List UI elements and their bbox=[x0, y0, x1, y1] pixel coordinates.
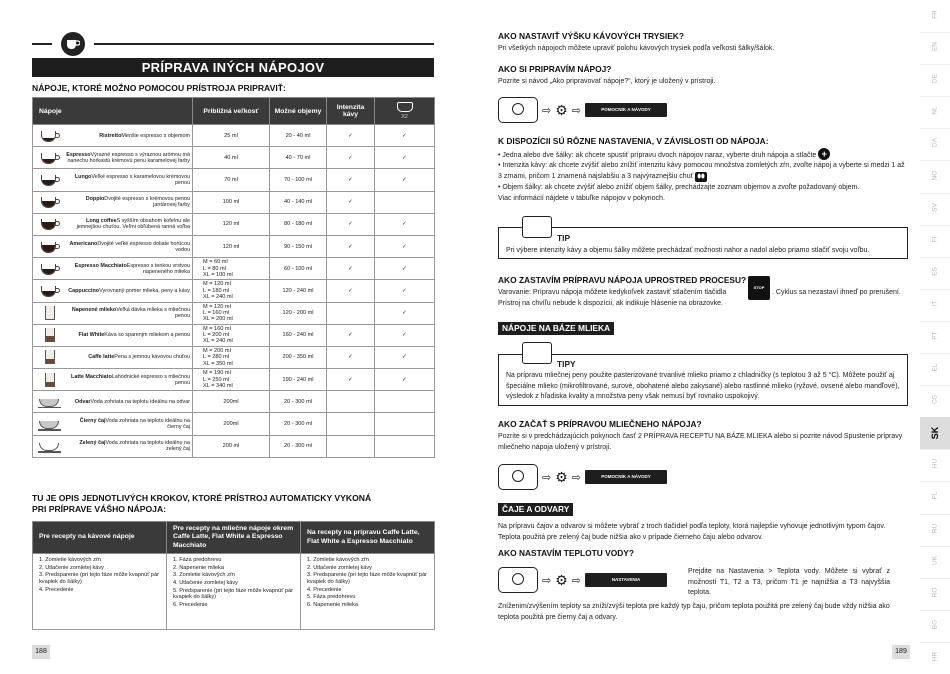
bullet-volume: • Objem šálky: ak chcete zvýšiť alebo znížiť objem šálky, prechádzajte zoznam objemov a zvoľte požadovaný objem. bbox=[498, 184, 860, 191]
drink-x2: ✓ bbox=[375, 280, 435, 302]
drink-volume: 200 - 350 ml bbox=[270, 346, 327, 368]
stop-warning-a: Varovanie: Prípravu nápoja môžete kedykoľvek zastaviť stlačením tlačidla bbox=[498, 289, 727, 296]
language-tab-hu[interactable]: HU bbox=[931, 459, 939, 469]
language-tab-nl[interactable]: NL bbox=[931, 106, 939, 115]
stop-warning-b: . Cyklus sa nezastaví ihneď po prerušení. bbox=[772, 289, 901, 296]
coffee-cup-icon bbox=[38, 240, 62, 254]
arrow-icon: ⇨ bbox=[542, 104, 552, 117]
drink-desc: Vyrovnaný pomer mlieka, peny a kávy bbox=[99, 287, 190, 294]
drink-intensity: ✓ bbox=[327, 324, 375, 346]
steps-header-coffee: Pre recepty na kávové nápoje bbox=[33, 522, 167, 554]
heading-milk-start: AKO ZAČAŤ S PRÍPRAVOU MLIEČNEHO NÁPOJA? bbox=[498, 419, 702, 429]
drink-x2: ✓ bbox=[375, 125, 435, 147]
drink-name: Latte Macchiato bbox=[71, 373, 112, 380]
language-tab-uk[interactable]: UK bbox=[931, 555, 939, 565]
drink-cell bbox=[33, 369, 193, 391]
tips-text: Na prípravu mliečnej peny použite pasterizované trvanlivé mlieko priamo z chladničky (s teplotou 3 až 5 °C). Môžete použiť aj špeciálne mlieko (mikrofiltrované, surové, obohatené alebo zakysané) alebo rastlinné mlieko (ryžové, ovsené alebo mandľové), výsledok z hľadiska kvality a množstva peny však nemusí byť rovnako uspokojivý. bbox=[506, 372, 900, 401]
drink-volume: 20 - 40 ml bbox=[270, 125, 327, 147]
language-tab-cs[interactable]: CS bbox=[931, 395, 939, 405]
drink-volume: 40 - 70 ml bbox=[270, 147, 327, 169]
text-teas: Na prípravu čajov a odvarov si môžete vybrať z troch tlačidiel podľa teploty, ktorá najlepšie vyhovuje jednotlivým typom čajov. Teplota použitá pre zelený čaj bude nižšia ako v prípade čierneho čaju alebo odvarov. bbox=[498, 523, 886, 541]
drink-volume: 70 - 100 ml bbox=[270, 169, 327, 191]
drink-desc: Veľké espresso s karamelovou krémovou penou bbox=[91, 173, 190, 186]
table-row bbox=[33, 235, 435, 257]
drink-x2: ✓ bbox=[375, 346, 435, 368]
drink-cell bbox=[33, 258, 193, 280]
settings-flow bbox=[498, 567, 667, 593]
drink-cell bbox=[33, 435, 193, 457]
step-item: 6. Precedenie bbox=[173, 601, 208, 608]
drink-volume: 120 - 200 ml bbox=[270, 302, 327, 324]
table-row bbox=[33, 324, 435, 346]
step-item: 3. Predsparenie (pri tejto fáze môže kvapnúť pár kvapiek do šálky) bbox=[307, 572, 427, 585]
step-item: 5. Fáza predohrevu bbox=[307, 594, 356, 601]
drink-volume: 190 - 240 ml bbox=[270, 369, 327, 391]
drink-desc: Veľká dávka mlieka s mliečnou penou bbox=[116, 307, 190, 320]
steps-header-milk: Pre recepty na mliečne nápoje okrem Caffe Latte, Flat White a Espresso Macchiato bbox=[167, 522, 301, 554]
drink-glass-icon bbox=[41, 328, 59, 342]
stop-warning-c: Prístroj na chvíľu nebude k dispozícii, ak indikuje hlásenie na obrazovke. bbox=[498, 300, 724, 307]
drink-volume: 40 - 140 ml bbox=[270, 191, 327, 213]
drink-intensity: ✓ bbox=[327, 369, 375, 391]
drink-intensity bbox=[327, 413, 375, 435]
drink-x2: ✓ bbox=[375, 324, 435, 346]
drink-name: Ristretto bbox=[99, 132, 122, 139]
drink-intensity: ✓ bbox=[327, 280, 375, 302]
coffee-cup-icon bbox=[38, 151, 62, 165]
teacup-icon bbox=[38, 439, 62, 453]
drink-cell bbox=[33, 169, 193, 191]
language-tab-sv[interactable]: SV bbox=[931, 202, 939, 212]
drink-x2 bbox=[375, 191, 435, 213]
drink-cell bbox=[33, 302, 193, 324]
language-tab-da[interactable]: DA bbox=[931, 138, 939, 148]
drink-size: M = 60 ml L = 80 ml XL = 100 ml bbox=[193, 258, 270, 280]
coffee-cup-icon bbox=[38, 173, 62, 187]
gear-icon: ⚙ bbox=[555, 571, 568, 588]
drink-desc: Káva so sparenjm mliekom a penou bbox=[104, 332, 190, 339]
touch-screen-icon bbox=[498, 567, 538, 593]
language-tab-de[interactable]: DE bbox=[931, 74, 939, 84]
drink-x2: ✓ bbox=[375, 147, 435, 169]
stop-button-icon: STOP bbox=[748, 276, 770, 300]
language-tab-fr[interactable]: FR bbox=[931, 10, 939, 19]
drink-x2: ✓ bbox=[375, 213, 435, 235]
tip-bubble-icon bbox=[522, 216, 552, 238]
drink-size: M = 200 ml L = 280 ml XL = 350 ml bbox=[193, 346, 270, 368]
text-prepare-drink: Pozrite si návod „Ako pripravovať nápoje?“, ktorý je uložený v prístroji. bbox=[498, 78, 716, 85]
step-item: 4. Precedenie bbox=[307, 586, 342, 593]
coffee-cup-icon bbox=[38, 284, 62, 298]
table-row bbox=[33, 258, 435, 280]
drink-size: 200ml bbox=[193, 413, 270, 435]
text-water-temp: Prejdite na Nastavenia > Teplota vody. Môžete si vybrať z možností T1, T2 a T3, pričom T1 je najnižšia a T3 najvyššia teplota. bbox=[688, 568, 890, 597]
drink-glass-icon bbox=[41, 306, 59, 320]
drink-size: 120 ml bbox=[193, 213, 270, 235]
page-title: PRÍPRAVA INÝCH NÁPOJOV bbox=[32, 58, 434, 77]
gear-icon: ⚙ bbox=[555, 468, 568, 485]
two-cups-icon bbox=[397, 102, 413, 112]
page-number-right: 189 bbox=[892, 645, 910, 659]
drink-desc: Espresso s tenkou vrstvou napeneného mlieka bbox=[126, 262, 190, 275]
drink-cell bbox=[33, 125, 193, 147]
drink-cell bbox=[33, 280, 193, 302]
tip-text: Pri výbere intenzity kávy a objemu šálky môžete prechádzať možnosti nahor a nadol alebo priamo stlačiť svoju voľbu. bbox=[506, 247, 870, 254]
step-item: 6. Napenenie mlieka bbox=[307, 601, 358, 608]
language-tab-ro[interactable]: RO bbox=[931, 587, 939, 598]
arrow-icon: ⇨ bbox=[571, 471, 581, 484]
step-item: 3. Predsparenie (pri tejto fáze môže kvapnúť pár kvapiek do šálky) bbox=[39, 572, 159, 585]
drink-intensity bbox=[327, 391, 375, 413]
bullet-one-two-cups-text: • Jedna alebo dve šálky: ak chcete spustiť prípravu dvoch nápojov naraz, vyberte druh nápoja a stlačte bbox=[498, 152, 817, 159]
header-intensity: Intenzita kávy bbox=[327, 98, 375, 125]
table-row bbox=[33, 369, 435, 391]
drink-name: Flat White bbox=[78, 332, 105, 339]
drink-name: Zelený čaj bbox=[79, 440, 106, 447]
drink-cell bbox=[33, 324, 193, 346]
text-milk-start: Pozrite si v predchádzajúcich pokynoch časť 2 PRÍPRAVA RECEPTU NA BÁZE MLIEKA alebo si pozrite návod Spustenie prípravy mliečneho nápoja uložený v prístroji. bbox=[498, 433, 903, 451]
step-item: 1. Zomletie kávových zŕn bbox=[39, 557, 101, 564]
table-row bbox=[33, 125, 435, 147]
drink-name: Espresso Macchiato bbox=[74, 262, 127, 269]
drink-name: Lungo bbox=[74, 173, 92, 180]
drink-size: 120 ml bbox=[193, 235, 270, 257]
heading-stop: AKO ZASTAVÍM PRÍPRAVU NÁPOJA UPROSTRED PROCESU? bbox=[498, 275, 747, 285]
arrow-icon: ⇨ bbox=[542, 574, 552, 587]
drink-x2: ✓ bbox=[375, 258, 435, 280]
touch-screen-icon bbox=[498, 464, 538, 490]
teacup-icon bbox=[38, 395, 62, 409]
language-tab-it[interactable]: IT bbox=[931, 300, 939, 307]
drinks-section-title: NÁPOJE, KTORÉ MOŽNO POMOCOU PRÍSTROJA PRIPRAVIŤ: bbox=[32, 83, 286, 93]
language-tab-sk[interactable]: SK bbox=[930, 427, 940, 440]
drink-name: Long coffee bbox=[86, 218, 117, 225]
settings-button[interactable]: NASTAVENIA bbox=[585, 573, 667, 587]
drink-volume: 20 - 300 ml bbox=[270, 435, 327, 457]
drink-intensity: ✓ bbox=[327, 258, 375, 280]
table-row bbox=[33, 147, 435, 169]
help-flow-1 bbox=[498, 97, 667, 123]
steps-section-title-1: TU JE OPIS JEDNOTLIVÝCH KROKOV, KTORÉ PRÍSTROJ AUTOMATICKY VYKONÁ bbox=[32, 493, 372, 503]
drink-desc: Lahodnické espresso s mliečnou penou bbox=[111, 373, 190, 386]
coffee-beans-icon: ⬮⬮ bbox=[695, 172, 707, 183]
help-guides-button-2[interactable]: POMOCNÍK A NÁVODY bbox=[585, 470, 667, 484]
step-item: 1. Zomletie kávových zŕn bbox=[307, 557, 369, 564]
tips-label: TIPY bbox=[557, 359, 576, 369]
drink-cell bbox=[33, 191, 193, 213]
language-tab-es[interactable]: ES bbox=[931, 267, 939, 276]
language-tab-en[interactable]: EN bbox=[931, 42, 939, 52]
drink-x2 bbox=[375, 435, 435, 457]
language-tab-no[interactable]: NO bbox=[931, 170, 939, 180]
arrow-icon: ⇨ bbox=[571, 104, 581, 117]
left-page bbox=[0, 0, 470, 674]
drink-volume: 160 - 240 ml bbox=[270, 324, 327, 346]
heading-settings: K DISPOZÍCII SÚ RÔZNE NASTAVENIA, V ZÁVISLOSTI OD NÁPOJA: bbox=[498, 136, 769, 146]
drink-desc: Dvojité veľké espresso doliate horúcou vodou bbox=[97, 240, 190, 253]
drink-glass-icon bbox=[41, 350, 59, 364]
table-row bbox=[33, 280, 435, 302]
drink-cell bbox=[33, 235, 193, 257]
help-flow-2 bbox=[498, 464, 667, 490]
text-nozzle-height: Pri všetkých nápojoch môžete upraviť polohu kávových trysiek podľa veľkosti šálky/šálok. bbox=[498, 45, 775, 52]
arrow-icon: ⇨ bbox=[571, 574, 581, 587]
table-row bbox=[33, 169, 435, 191]
step-item: 4. Precedenie bbox=[39, 586, 74, 593]
steps-col-coffee bbox=[33, 554, 167, 630]
top-rule-right bbox=[94, 43, 434, 45]
drink-intensity: ✓ bbox=[327, 213, 375, 235]
steps-section-title-2: PRI PRÍPRAVE VÁŠHO NÁPOJA: bbox=[32, 504, 167, 514]
gear-icon: ⚙ bbox=[555, 101, 568, 118]
bullet-one-two-cups bbox=[498, 148, 906, 162]
teacup-icon bbox=[38, 417, 62, 431]
drink-name: Napenené mlieko bbox=[71, 307, 117, 314]
drink-size: 100 ml bbox=[193, 191, 270, 213]
drink-size: 40 ml bbox=[193, 147, 270, 169]
drink-cell bbox=[33, 413, 193, 435]
heading-nozzle-height: AKO NASTAVIŤ VÝŠKU KÁVOVÝCH TRYSIEK? bbox=[498, 31, 684, 41]
drink-size: M = 160 ml L = 200 ml XL = 240 ml bbox=[193, 324, 270, 346]
steps-header-latte: Na recepty na prípravu Caffe Latte, Flat White a Espresso Macchiato bbox=[301, 522, 435, 554]
drink-volume: 120 - 240 ml bbox=[270, 280, 327, 302]
drink-desc: S vyšším obsahom kofeínu ale jemnejšou chuťou. Veľmi obľúbená ranná voľba bbox=[76, 218, 190, 231]
steps-col-latte bbox=[301, 554, 435, 630]
table-row bbox=[33, 391, 435, 413]
language-tab-hr[interactable]: HR bbox=[931, 651, 939, 662]
bullet-intensity-text: • Intenzita kávy: ak chcete zvýšiť alebo znížiť intenzitu kávy pomocou množstva zomletých zŕn, zvoľte nápoj a vyberte si medzi 1 až 3 zrnami, pričom 1 znamená najslabšiu a 3 najvýraznejšiu chuť bbox=[498, 162, 905, 180]
text-temp-change: Zníženim/zvýšením teploty sa zníži/zvýši teplota pre každý typ čaju, pričom teplota použitá pre zelený čaj bude vždy nižšia ako teplota použitá pre čierny čaj a odvary. bbox=[498, 603, 890, 621]
more-info-text: Viac informácií nájdete v tabuľke nápojov v pokynoch. bbox=[498, 195, 665, 202]
drink-size: 70 ml bbox=[193, 169, 270, 191]
table-row bbox=[33, 346, 435, 368]
milk-drinks-heading: NÁPOJE NA BÁZE MLIEKA bbox=[498, 322, 614, 335]
drinks-table bbox=[32, 97, 435, 458]
step-item: 5. Predsparenie (pri tejto fáze môže kvapnúť pár kvapiek do šálky) bbox=[173, 587, 293, 601]
drink-volume: 90 - 150 ml bbox=[270, 235, 327, 257]
coffee-cup-icon bbox=[38, 195, 62, 209]
touch-screen-icon bbox=[498, 97, 538, 123]
drink-desc: Voda zohriata na teplotu ideálnu na odvar bbox=[90, 398, 190, 405]
arrow-icon: ⇨ bbox=[542, 471, 552, 484]
drink-size: M = 120 ml L = 180 ml XL = 240 ml bbox=[193, 280, 270, 302]
heading-prepare-drink: AKO SI PRIPRAVÍM NÁPOJ? bbox=[498, 64, 612, 74]
drink-name: Americano bbox=[69, 240, 98, 247]
header-volume: Možné objemy bbox=[270, 98, 327, 125]
drink-x2 bbox=[375, 413, 435, 435]
top-rule-left bbox=[32, 43, 52, 45]
drink-name: Doppio bbox=[85, 196, 105, 203]
language-tab-pt[interactable]: PT bbox=[931, 331, 939, 340]
help-guides-button[interactable]: POMOCNÍK A NÁVODY bbox=[585, 103, 667, 117]
drink-desc: Dvojité espresso s krémovou penou jantárovej farby bbox=[104, 196, 190, 209]
language-tab-bg[interactable]: BG bbox=[931, 619, 939, 629]
language-tabs bbox=[920, 0, 950, 674]
drink-size: 200 ml bbox=[193, 435, 270, 457]
drink-size: 25 ml bbox=[193, 125, 270, 147]
table-row bbox=[33, 302, 435, 324]
step-item: 4. Utlačenie zomletej kávy bbox=[173, 580, 238, 586]
drink-cell bbox=[33, 346, 193, 368]
right-page bbox=[470, 0, 950, 674]
drink-glass-icon bbox=[41, 373, 59, 387]
language-tab-el[interactable]: EL bbox=[931, 363, 939, 372]
table-row bbox=[33, 191, 435, 213]
bullet-intensity bbox=[498, 161, 910, 182]
tip-label: TIP bbox=[557, 233, 571, 243]
drink-intensity bbox=[327, 435, 375, 457]
drink-desc: Menšie espresso s objemom bbox=[121, 132, 190, 139]
teas-heading: ČAJE A ODVARY bbox=[498, 503, 573, 516]
steps-table bbox=[32, 521, 435, 630]
drink-intensity bbox=[327, 302, 375, 324]
drink-x2: ✓ bbox=[375, 369, 435, 391]
drink-intensity: ✓ bbox=[327, 191, 375, 213]
drink-cell bbox=[33, 147, 193, 169]
drink-intensity: ✓ bbox=[327, 346, 375, 368]
coffee-cup-icon bbox=[38, 217, 62, 231]
step-item: 1. Fáza predohrevu bbox=[173, 557, 222, 564]
drink-name: Cappuccino bbox=[68, 287, 100, 294]
coffee-cup-icon bbox=[61, 32, 85, 56]
drink-x2: ✓ bbox=[375, 169, 435, 191]
drink-name: Espresso bbox=[66, 151, 91, 158]
coffee-cup-icon bbox=[38, 129, 62, 143]
table-row bbox=[33, 435, 435, 457]
drink-intensity: ✓ bbox=[327, 125, 375, 147]
table-row bbox=[33, 213, 435, 235]
drink-size: M = 190 ml L = 250 ml XL = 340 ml bbox=[193, 369, 270, 391]
drink-name: Caffe latte bbox=[88, 354, 115, 361]
drink-size: 200ml bbox=[193, 391, 270, 413]
table-row bbox=[33, 413, 435, 435]
drink-x2: ✓ bbox=[375, 302, 435, 324]
drink-name: Odvar bbox=[74, 398, 91, 405]
language-tab-ru[interactable]: RU bbox=[931, 523, 939, 533]
header-drink: Nápoje bbox=[33, 98, 193, 125]
drink-desc: Pena s jemnou kávovou chuťou bbox=[114, 354, 190, 361]
drink-desc: Voda zohriata na teplotu ideálnu na čierny čaj bbox=[105, 418, 190, 431]
drink-x2: ✓ bbox=[375, 235, 435, 257]
drink-desc: Voda zohriata na teplotu ideálnu na zelený čaj bbox=[105, 440, 190, 453]
step-item: 3. Zomletie kávových zŕn bbox=[173, 572, 235, 579]
heading-water-temp: AKO NASTAVÍM TEPLOTU VODY? bbox=[498, 548, 635, 558]
step-item: 2. Napenenie mlieka bbox=[173, 564, 224, 571]
step-item: 2. Utlačenie zomletej kávy bbox=[39, 564, 104, 571]
header-x2 bbox=[375, 98, 435, 125]
language-tab-fi[interactable]: FI bbox=[931, 236, 939, 243]
drink-cell bbox=[33, 391, 193, 413]
tips-bubble-icon bbox=[522, 342, 552, 364]
plus-icon: + bbox=[818, 148, 830, 160]
coffee-cup-icon bbox=[38, 262, 62, 276]
steps-col-milk bbox=[167, 554, 301, 630]
header-size: Približná veľkosť bbox=[193, 98, 270, 125]
language-tab-pl[interactable]: PL bbox=[931, 492, 939, 500]
drink-name: Čierny čaj bbox=[79, 418, 106, 425]
drink-volume: 20 - 300 ml bbox=[270, 391, 327, 413]
drink-intensity: ✓ bbox=[327, 147, 375, 169]
drink-x2 bbox=[375, 391, 435, 413]
drink-desc: Výrazné espresso s výraznou arómou má nanechu horkastú krémovú penu karamelovej farby bbox=[67, 151, 190, 164]
drink-volume: 80 - 180 ml bbox=[270, 213, 327, 235]
drink-size: M = 120 ml L = 160 ml XL = 200 ml bbox=[193, 302, 270, 324]
drink-volume: 20 - 300 ml bbox=[270, 413, 327, 435]
step-item: 2. Utlačenie zomletej kávy bbox=[307, 564, 372, 571]
drink-volume: 60 - 100 ml bbox=[270, 258, 327, 280]
x2-label: X2 bbox=[401, 114, 408, 120]
drink-intensity: ✓ bbox=[327, 235, 375, 257]
page-number-left: 188 bbox=[32, 645, 50, 659]
drink-cell bbox=[33, 213, 193, 235]
drink-intensity: ✓ bbox=[327, 169, 375, 191]
